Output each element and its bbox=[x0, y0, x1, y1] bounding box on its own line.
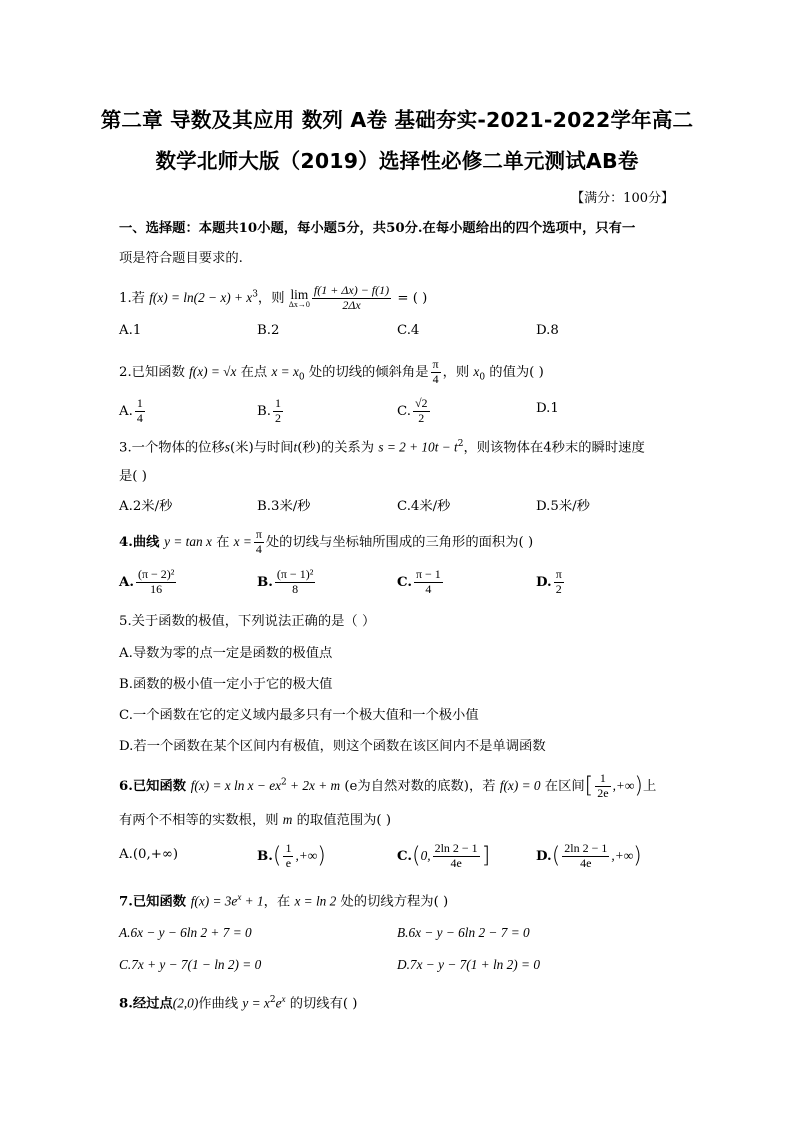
q3-option-c: C.4米/秒 bbox=[397, 499, 451, 514]
q4-option-c: C. $\frac{\pi - 1}{4}$ bbox=[397, 567, 441, 596]
q5-option-d: D.若一个函数在某个区间内有极值，则这个函数在该区间内不是单调函数 bbox=[119, 739, 546, 754]
question-2-stem: 2.已知函数 f(x) = √x 在点 $x = x_0$ 处的切线的倾斜角是 $\frac{\pi}{4}$ ，则 $x_0$ 的值为( ) bbox=[119, 357, 544, 386]
question-8-stem: 8.经过点(2,0)作曲线 $y = x^2e^x$ 的切线有( ) bbox=[119, 994, 358, 1012]
question-1-stem: 1.若 $f(x) = \ln(2 - x) + x^3$，则 lim Δx→0 $\frac{f(1 + \Delta x) - f(1)}{2\Delta x}$ = ( ) bbox=[119, 283, 428, 312]
q1-option-b: B.2 bbox=[257, 323, 280, 338]
q2-option-b: B. $\frac{1}{2}$ bbox=[257, 396, 281, 425]
q2-option-d: D.1 bbox=[536, 401, 559, 416]
q7-option-b: B.6x − y − 6ln 2 − 7 = 0 bbox=[397, 925, 530, 940]
section-instructions-line2: 项是符合题目要求的. bbox=[119, 251, 243, 266]
section-text: 一、选择题：本题共10小题，每小题5分，共50分.在每小题给出的四个选项中，只有一 bbox=[119, 221, 636, 236]
q5-option-c: C.一个函数在它的定义域内最多只有一个极大值和一个极小值 bbox=[119, 708, 479, 723]
document-title-line1: 第二章 导数及其应用 数列 A卷 基础夯实-2021-2022学年高二 bbox=[100, 108, 694, 132]
q5-option-b: B.函数的极小值一定小于它的极大值 bbox=[119, 677, 333, 692]
question-6-stem-line1: 6.已知函数 f(x) = x $\ln x - ex^2 + 2x + m$ (e为自然对数的底数)，若 f(x) = 0 在区间[ $\frac{1}{2e}$ ,+∞)上 bbox=[119, 771, 657, 800]
q4-option-d: D. $\frac{\pi}{2}$ bbox=[536, 567, 562, 596]
q2-option-c: C. $\frac{√2}{2}$ bbox=[397, 396, 428, 425]
q7-option-d: D.7x − y − 7(1 + ln 2) = 0 bbox=[397, 957, 540, 972]
q1-option-c: C.4 bbox=[397, 323, 420, 338]
q3-option-d: D.5米/秒 bbox=[536, 499, 590, 514]
q6-option-b: B.( $\frac{1}{e}$ ,+∞) bbox=[257, 841, 326, 870]
q1-option-a: A.1 bbox=[119, 323, 142, 338]
q3-option-a: A.2米/秒 bbox=[119, 499, 173, 514]
section-instructions-line1 bbox=[119, 222, 635, 235]
q6-option-d: D.( $\frac{2\ln 2 - 1}{4e}$ ,+∞) bbox=[536, 841, 642, 870]
question-6-stem-line2: 有两个不相等的实数根，则 m 的取值范围为( ) bbox=[119, 812, 392, 828]
q5-option-a: A.导数为零的点一定是函数的极值点 bbox=[119, 646, 333, 661]
q4-option-a: A. $\frac{\text{(π − 2)²}}{16}$ bbox=[119, 567, 175, 596]
q6-option-c: C.(0, $\frac{2\ln 2 - 1}{4e}$ ] bbox=[397, 841, 491, 870]
q2-option-a: A. $\frac{1}{4}$ bbox=[119, 396, 143, 425]
q3-option-b: B.3米/秒 bbox=[257, 499, 311, 514]
q1-option-d: D.8 bbox=[536, 323, 559, 338]
full-score-label: 【满分：100分】 bbox=[571, 191, 674, 206]
limit-symbol: lim Δx→0 bbox=[288, 286, 310, 309]
question-7-stem: 7.已知函数 $f(x) = 3e^x + 1$，在 x = ln 2 处的切线方程为( ) bbox=[119, 892, 449, 910]
q7-option-a: A.6x − y − 6ln 2 + 7 = 0 bbox=[119, 925, 252, 940]
question-4-stem: 4.曲线 y = tan x 在 x = $\frac{\pi}{4}$ 处的切线与坐标轴所围成的三角形的面积为( ) bbox=[119, 527, 534, 556]
question-5-stem: 5.关于函数的极值，下列说法正确的是（ ） bbox=[119, 614, 376, 629]
limit-fraction: $\frac{f(1 + \Delta x) - f(1)}{2\Delta x}$ bbox=[313, 283, 390, 312]
q7-option-c: C.7x + y − 7(1 − ln 2) = 0 bbox=[119, 957, 262, 972]
document-title-line2: 数学北师大版（2019）选择性必修二单元测试AB卷 bbox=[155, 149, 639, 173]
question-3-stem-line2: 是( ) bbox=[119, 469, 147, 484]
question-3-stem-line1: 3.一个物体的位移s(米)与时间t(秒)的关系为 $s = 2 + 10t - t^2$，则该物体在4秒末的瞬时速度 bbox=[119, 439, 645, 456]
q4-option-b: B. $\frac{\text{(π − 1)²}}{8}$ bbox=[257, 567, 314, 596]
q6-option-a: A.(0,+∞) bbox=[119, 847, 179, 862]
